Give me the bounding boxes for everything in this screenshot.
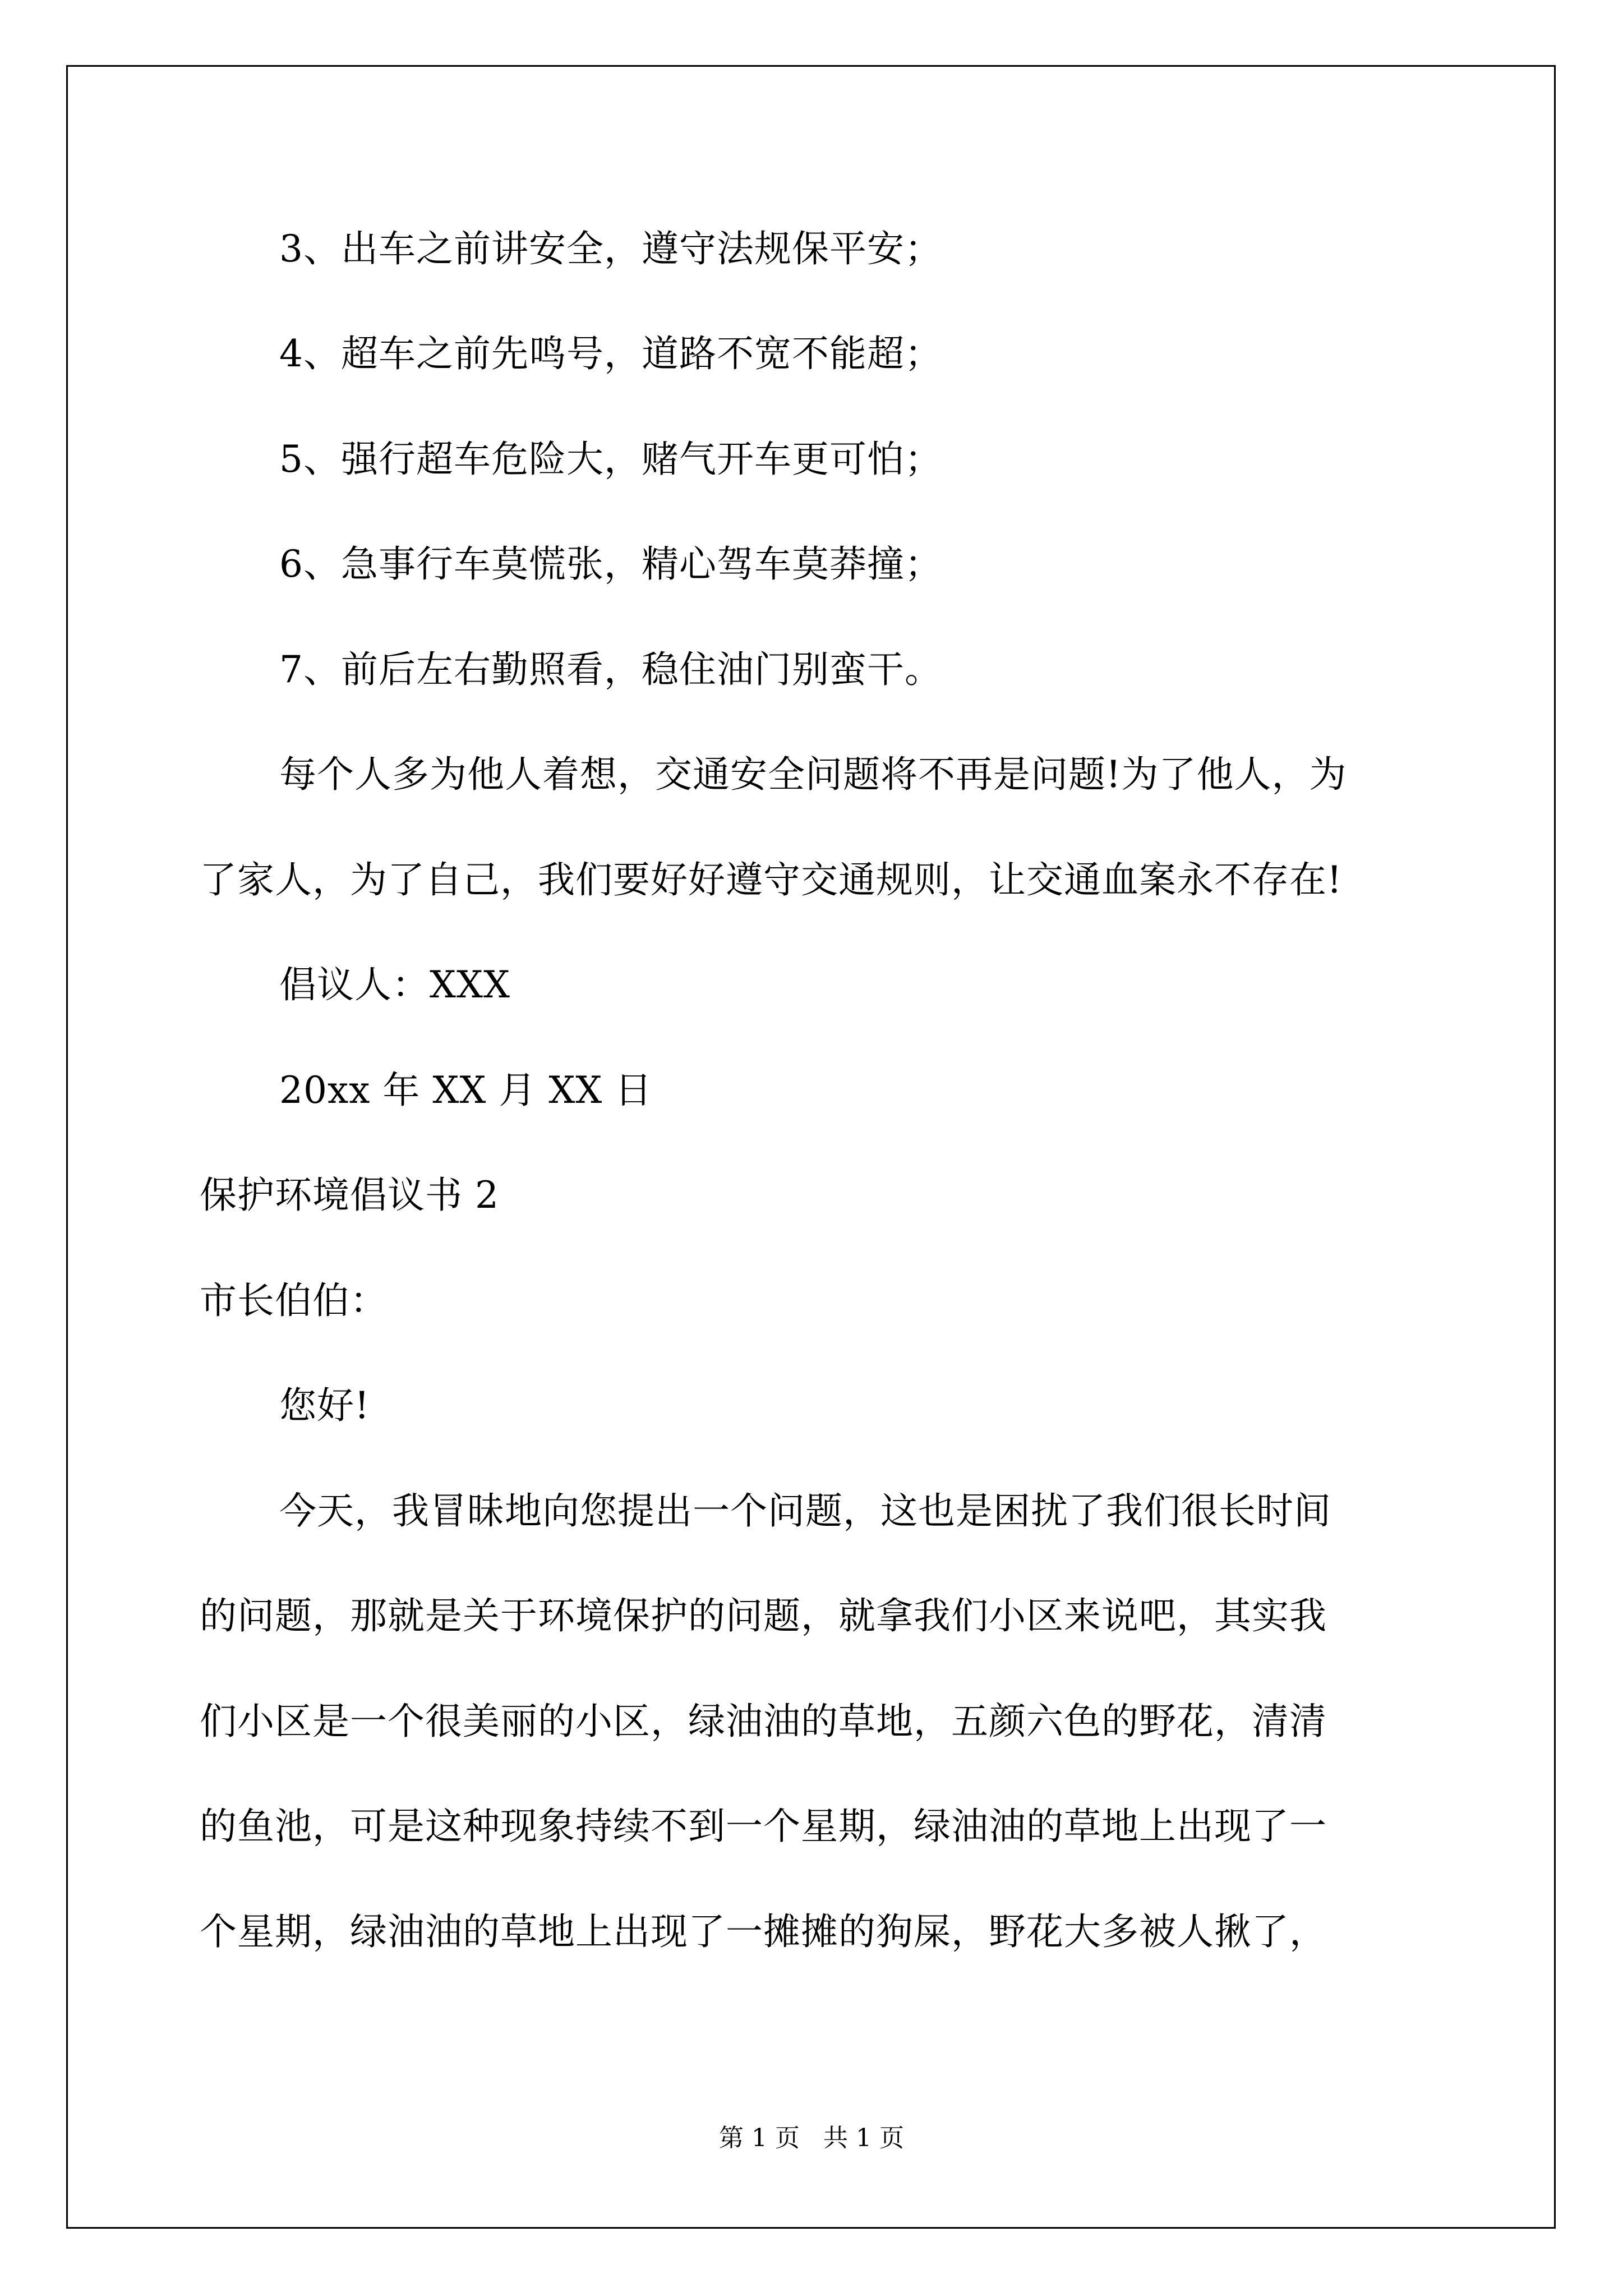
rule-item-5: 5、强行超车危险大，赌气开车更可怕； [279, 438, 942, 481]
section-title: 保护环境倡议书 2 [200, 1174, 499, 1217]
rule-item-4: 4、超车之前先鸣号，道路不宽不能超； [279, 332, 942, 375]
paragraph-line: 的问题，那就是关于环境保护的问题，就拿我们小区来说吧，其实我 [200, 1594, 1327, 1637]
rule-item-3: 3、出车之前讲安全，遵守法规保平安； [279, 227, 942, 270]
paragraph-line: 今天，我冒昧地向您提出一个问题，这也是困扰了我们很长时间 [279, 1489, 1331, 1533]
paragraph-line: 的鱼池，可是这种现象持续不到一个星期，绿油油的草地上出现了一 [200, 1805, 1327, 1848]
page-frame [66, 65, 1556, 2229]
date-line: 20xx 年 XX 月 XX 日 [279, 1069, 653, 1112]
greeting: 您好! [279, 1384, 370, 1427]
rule-item-7: 7、前后左右勤照看，稳住油门别蛮干。 [279, 648, 942, 691]
page-number-footer: 第 1 页 共 1 页 [719, 2124, 904, 2152]
paragraph-line: 个星期，绿油油的草地上出现了一摊摊的狗屎，野花大多被人揪了， [200, 1910, 1327, 1953]
paragraph-line: 每个人多为他人着想，交通安全问题将不再是问题!为了他人，为 [279, 753, 1347, 796]
paragraph-line: 们小区是一个很美丽的小区，绿油油的草地，五颜六色的野花，清清 [200, 1700, 1327, 1743]
rule-item-6: 6、急事行车莫慌张，精心驾车莫莽撞； [279, 542, 942, 586]
proposer-line: 倡议人：XXX [279, 963, 510, 1006]
salutation: 市长伯伯： [200, 1279, 388, 1322]
paragraph-line: 了家人，为了自己，我们要好好遵守交通规则，让交通血案永不存在! [200, 858, 1343, 901]
